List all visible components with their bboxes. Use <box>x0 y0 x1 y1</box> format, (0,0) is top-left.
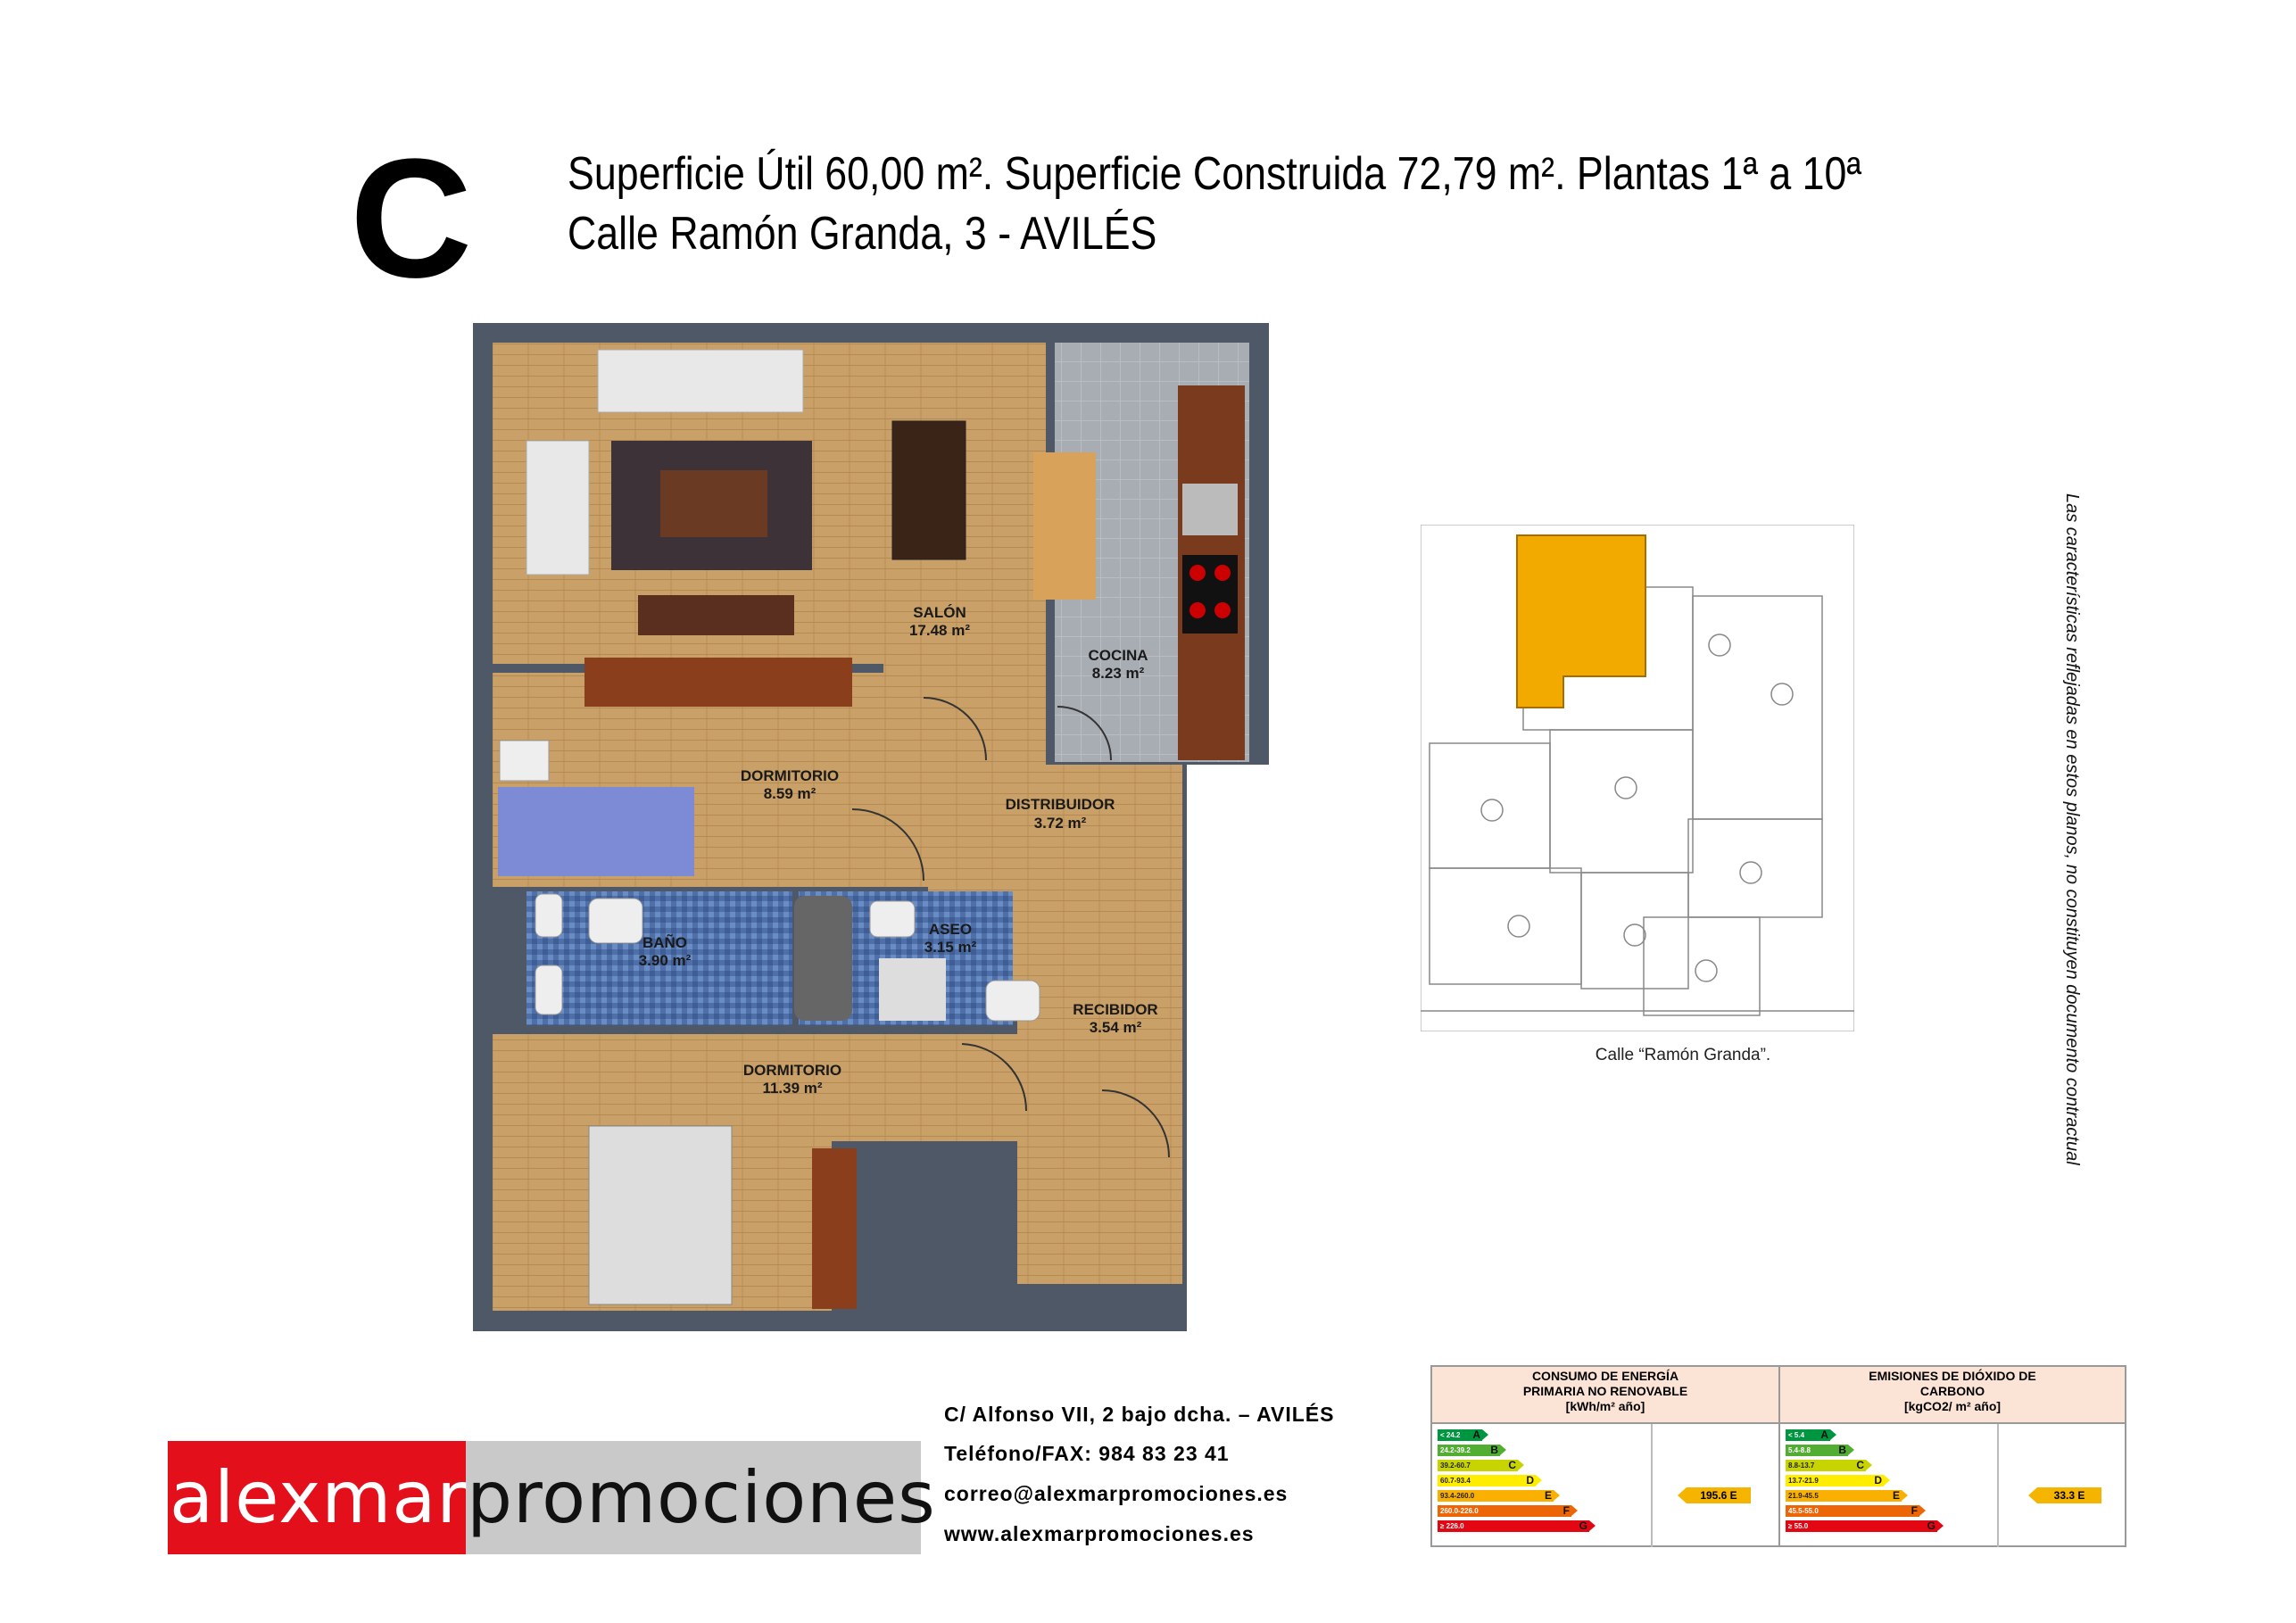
sofa <box>598 350 803 412</box>
contact-website[interactable]: www.alexmarpromociones.es <box>944 1522 1255 1545</box>
double-bed <box>589 1126 732 1304</box>
room-area-salon: 17.48 m² <box>908 622 971 639</box>
consumo-rating-bar-b: 24.2-39.2 B <box>1438 1445 1500 1456</box>
emisiones-rating-bar-e: 21.9-45.5 E <box>1786 1490 1902 1502</box>
tv-unit <box>638 595 794 635</box>
wardrobe <box>584 658 852 707</box>
shower <box>879 958 946 1021</box>
sink <box>1182 484 1238 535</box>
apartment-type-letter: C <box>350 124 473 313</box>
room-area-dormitorio-2: 11.39 m² <box>762 1080 823 1097</box>
washbasin <box>986 981 1040 1021</box>
emisiones-rating-bar-g: ≥ 55.0 G <box>1786 1520 1937 1532</box>
dining-table <box>892 421 966 559</box>
contact-email[interactable]: correo@alexmarpromociones.es <box>944 1482 1289 1505</box>
bathtub <box>794 896 852 1021</box>
room-name-recibidor: RECIBIDOR <box>1073 1001 1158 1018</box>
room-name-cocina: COCINA <box>1088 647 1148 664</box>
wardrobe-2 <box>812 1148 857 1309</box>
cooktop <box>1182 555 1238 633</box>
disclaimer-text: Las características reflejadas en estos planos, no constituyen documento contractual <box>2062 493 2082 1165</box>
room-area-distribuidor: 3.72 m² <box>1033 815 1087 832</box>
energy-rating-table <box>1430 1365 2126 1547</box>
contact-phone: Teléfono/FAX: 984 83 23 41 <box>944 1442 1230 1465</box>
room-area-recibidor: 3.54 m² <box>1089 1019 1142 1036</box>
room-recibidor <box>1017 891 1182 1284</box>
site-plan-caption: Calle “Ramón Granda”. <box>1595 1046 1771 1064</box>
consumo-rating-bar-c: 39.2-60.7 C <box>1438 1460 1518 1471</box>
room-name-salon: SALÓN <box>913 604 966 621</box>
address-title: Calle Ramón Granda, 3 - AVILÉS <box>568 208 1157 260</box>
logo-text-alexmar: alexmar <box>170 1456 468 1539</box>
consumo-rating-bar-f: 260.0-226.0 F <box>1438 1505 1571 1517</box>
armchair <box>526 441 589 575</box>
consumo-header: CONSUMO DE ENERGÍA PRIMARIA NO RENOVABLE [kWh/m² año] <box>1432 1367 1778 1424</box>
room-name-dormitorio-2: DORMITORIO <box>742 1062 842 1079</box>
emisiones-rating-bar-d: 13.7-21.9 D <box>1786 1475 1884 1486</box>
single-bed <box>498 787 694 876</box>
kitchen-table <box>1033 452 1096 600</box>
emisiones-rating-bar-a: < 5.4 A <box>1786 1429 1830 1441</box>
consumo-rating-bar-e: 93.4-260.0 E <box>1438 1490 1554 1502</box>
logo-text-promociones: promociones <box>467 1456 936 1539</box>
consumo-rating-bar-d: 60.7-93.4 D <box>1438 1475 1536 1486</box>
emisiones-rating-indicator: 33.3 E <box>2037 1487 2101 1503</box>
site-plan <box>1421 525 1854 1031</box>
room-name-dormitorio-1: DORMITORIO <box>740 767 840 784</box>
room-name-bano: BAÑO <box>642 934 688 951</box>
contact-address: C/ Alfonso VII, 2 bajo dcha. – AVILÉS <box>944 1403 1335 1426</box>
emisiones-rating-bar-b: 5.4-8.8 B <box>1786 1445 1848 1456</box>
consumo-rating-bar-g: ≥ 226.0 G <box>1438 1520 1589 1532</box>
room-area-aseo: 3.15 m² <box>924 939 977 956</box>
emisiones-rating-bar-f: 45.5-55.0 F <box>1786 1505 1919 1517</box>
room-area-dormitorio-1: 8.59 m² <box>763 785 816 802</box>
consumo-rating-bar-a: < 24.2 A <box>1438 1429 1482 1441</box>
room-area-cocina: 8.23 m² <box>1091 665 1145 682</box>
consumo-rating-indicator: 195.6 E <box>1687 1487 1751 1503</box>
toilet <box>535 894 562 937</box>
room-name-aseo: ASEO <box>928 921 973 938</box>
company-logo <box>168 1441 936 1554</box>
emisiones-header: EMISIONES DE DIÓXIDO DE CARBONO [kgCO2/ m² año] <box>1780 1367 2125 1424</box>
room-area-bano: 3.90 m² <box>638 952 692 969</box>
surface-info: Superficie Útil 60,00 m². Superficie Construida 72,79 m². Plantas 1ª a 10ª <box>568 148 1861 200</box>
emisiones-rating-bar-c: 8.8-13.7 C <box>1786 1460 1866 1471</box>
room-name-distribuidor: DISTRIBUIDOR <box>1005 796 1115 813</box>
floor-plan <box>473 323 1269 1331</box>
